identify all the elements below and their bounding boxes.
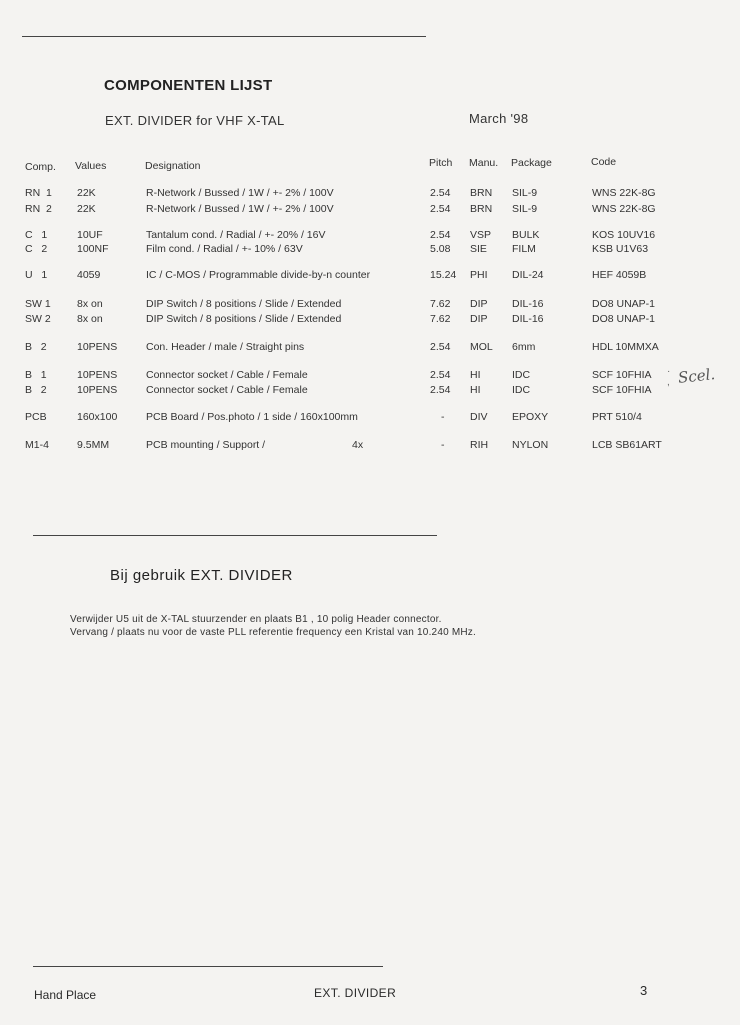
- cell-manu: PHI: [470, 269, 488, 281]
- cell-comp: B 1: [25, 369, 47, 381]
- handwritten-annotation: Scel.: [677, 365, 716, 387]
- cell-comp: B 2: [25, 341, 47, 353]
- footer-left: Hand Place: [34, 988, 97, 1002]
- cell-designation: Film cond. / Radial / +- 10% / 63V: [146, 243, 303, 255]
- cell-code: KOS 10UV16: [592, 229, 656, 241]
- cell-package: IDC: [512, 384, 531, 396]
- cell-manu: RIH: [470, 439, 489, 451]
- cell-code: KSB U1V63: [592, 243, 649, 255]
- cell-value: 9.5MM: [77, 439, 110, 451]
- cell-value: 10UF: [77, 229, 103, 241]
- cell-value: 8x on: [77, 313, 103, 325]
- cell-manu: DIP: [470, 313, 488, 325]
- header-package: Package: [511, 157, 552, 169]
- cell-pitch: 15.24: [430, 269, 457, 281]
- cell-comp: U 1: [25, 269, 48, 281]
- cell-value: 10PENS: [77, 369, 118, 381]
- cell-manu: MOL: [470, 341, 493, 353]
- cell-package: DIL-24: [512, 269, 544, 281]
- cell-package: 6mm: [512, 341, 536, 353]
- cell-code: DO8 UNAP-1: [592, 313, 656, 325]
- cell-comp: PCB: [25, 411, 47, 423]
- cell-value: 22K: [77, 187, 96, 199]
- cell-pitch: 2.54: [430, 229, 451, 241]
- instruction-line-1: Verwijder U5 uit de X-TAL stuurzender en plaats B1 , 10 polig Header connector.: [70, 614, 442, 625]
- cell-package: SIL-9: [512, 203, 538, 215]
- cell-pitch: 2.54: [430, 203, 451, 215]
- page-number: 3: [640, 983, 648, 998]
- instruction-line-2: Vervang / plaats nu voor de vaste PLL referentie frequency een Kristal van 10.240 MHz.: [70, 627, 476, 638]
- cell-package: DIL-16: [512, 298, 544, 310]
- middle-rule: [33, 535, 437, 536]
- cell-designation: Connector socket / Cable / Female: [146, 369, 308, 381]
- cell-code: SCF 10FHIA: [592, 384, 652, 396]
- cell-comp: C 1: [25, 229, 48, 241]
- cell-comp: RN 1: [25, 187, 52, 199]
- cell-code: WNS 22K-8G: [592, 187, 656, 199]
- cell-manu: BRN: [470, 187, 493, 199]
- footer-rule: [33, 966, 383, 967]
- cell-package: DIL-16: [512, 313, 544, 325]
- cell-code: WNS 22K-8G: [592, 203, 656, 215]
- cell-designation: Connector socket / Cable / Female: [146, 384, 308, 396]
- top-rule: [22, 36, 426, 37]
- cell-designation: DIP Switch / 8 positions / Slide / Extended: [146, 298, 342, 310]
- cell-qty: 4x: [352, 439, 364, 451]
- cell-manu: HI: [470, 384, 481, 396]
- cell-designation: IC / C-MOS / Programmable divide-by-n counter: [146, 269, 371, 281]
- header-manu: Manu.: [469, 157, 499, 169]
- cell-value: 10PENS: [77, 384, 118, 396]
- cell-code: HDL 10MMXA: [592, 341, 659, 353]
- document-date: March '98: [469, 111, 529, 126]
- cell-package: EPOXY: [512, 411, 549, 423]
- cell-comp: B 2: [25, 384, 47, 396]
- cell-code: HEF 4059B: [592, 269, 647, 281]
- cell-package: BULK: [512, 229, 540, 241]
- cell-comp: M1-4: [25, 439, 49, 451]
- cell-value: 8x on: [77, 298, 103, 310]
- cell-package: IDC: [512, 369, 531, 381]
- cell-pitch: 2.54: [430, 341, 451, 353]
- cell-manu: SIE: [470, 243, 487, 255]
- cell-package: FILM: [512, 243, 536, 255]
- page-subtitle: EXT. DIVIDER for VHF X-TAL: [105, 113, 285, 128]
- cell-designation: Tantalum cond. / Radial / +- 20% / 16V: [146, 229, 326, 241]
- cell-pitch: -: [441, 439, 445, 451]
- cell-value: 10PENS: [77, 341, 118, 353]
- cell-designation: PCB mounting / Support /: [146, 439, 266, 451]
- cell-pitch: 2.54: [430, 369, 451, 381]
- cell-code: DO8 UNAP-1: [592, 298, 656, 310]
- cell-pitch: -: [441, 411, 445, 423]
- cell-comp: RN 2: [25, 203, 52, 215]
- cell-designation: R-Network / Bussed / 1W / +- 2% / 100V: [146, 203, 334, 215]
- cell-pitch: 2.54: [430, 187, 451, 199]
- cell-designation: PCB Board / Pos.photo / 1 side / 160x100mm: [146, 411, 358, 423]
- cell-pitch: 7.62: [430, 313, 451, 325]
- cell-designation: DIP Switch / 8 positions / Slide / Extended: [146, 313, 342, 325]
- cell-manu: BRN: [470, 203, 493, 215]
- cell-manu: VSP: [470, 229, 492, 241]
- header-designation: Designation: [145, 160, 201, 172]
- cell-comp: C 2: [25, 243, 48, 255]
- header-code: Code: [591, 156, 617, 168]
- header-values: Values: [75, 160, 107, 172]
- cell-code: LCB SB61ART: [592, 439, 662, 451]
- section-title: Bij gebruik EXT. DIVIDER: [110, 567, 293, 584]
- footer-center: EXT. DIVIDER: [314, 986, 397, 1000]
- cell-manu: DIP: [470, 298, 488, 310]
- cell-comp: SW 2: [25, 313, 51, 325]
- cell-value: 100NF: [77, 243, 109, 255]
- cell-value: 4059: [77, 269, 101, 281]
- cell-designation: R-Network / Bussed / 1W / +- 2% / 100V: [146, 187, 334, 199]
- cell-pitch: 2.54: [430, 384, 451, 396]
- cell-manu: DIV: [470, 411, 488, 423]
- cell-pitch: 5.08: [430, 243, 451, 255]
- cell-package: SIL-9: [512, 187, 538, 199]
- cell-value: 22K: [77, 203, 96, 215]
- cell-package: NYLON: [512, 439, 549, 451]
- header-comp: Comp.: [25, 161, 56, 173]
- cell-code: SCF 10FHIA: [592, 369, 652, 381]
- cell-pitch: 7.62: [430, 298, 451, 310]
- header-pitch: Pitch: [429, 157, 453, 169]
- cell-code: PRT 510/4: [592, 411, 642, 423]
- cell-value: 160x100: [77, 411, 118, 423]
- cell-manu: HI: [470, 369, 481, 381]
- check-mark: · ,: [667, 366, 671, 388]
- cell-designation: Con. Header / male / Straight pins: [146, 341, 305, 353]
- cell-comp: SW 1: [25, 298, 51, 310]
- page-title: COMPONENTEN LIJST: [104, 77, 273, 94]
